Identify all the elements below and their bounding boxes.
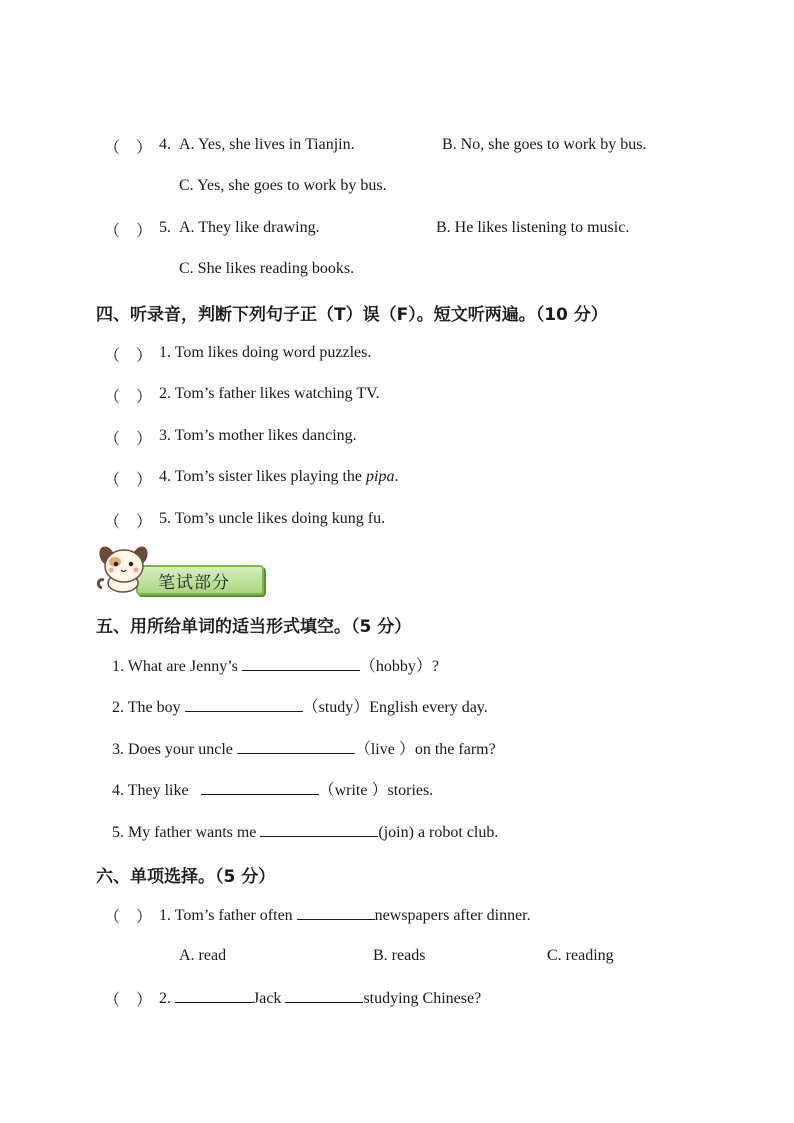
question-4: 4. A. Yes, she lives in Tianjin. B. No, she goes to work by bus.	[159, 136, 647, 153]
answer-blank[interactable]	[185, 696, 303, 712]
answer-bracket[interactable]: （ ）	[104, 223, 153, 240]
option-c: C. Yes, she goes to work by bus.	[179, 177, 387, 194]
option-b: B. reads	[373, 947, 426, 964]
fill-item-3: 3. Does your uncle （live ）on the farm?	[112, 738, 496, 760]
answer-bracket[interactable]: （ ）	[104, 348, 153, 365]
cartoon-dog-icon	[96, 542, 152, 596]
statement-5: 5. Tom’s uncle likes doing kung fu.	[159, 510, 386, 527]
fill-item-1: 1. What are Jenny’s （hobby）?	[112, 655, 439, 677]
answer-bracket[interactable]: （ ）	[104, 909, 153, 926]
fill-item-2: 2. The boy （study）English every day.	[112, 696, 488, 718]
answer-blank[interactable]	[175, 987, 253, 1003]
choice-question-1: 1. Tom’s father often newspapers after dinner.	[159, 904, 531, 926]
answer-blank[interactable]	[285, 987, 363, 1003]
answer-bracket[interactable]: （ ）	[104, 389, 153, 406]
answer-blank[interactable]	[237, 738, 355, 754]
answer-blank[interactable]	[201, 779, 319, 795]
answer-blank[interactable]	[242, 655, 360, 671]
answer-bracket[interactable]: （ ）	[104, 472, 153, 489]
statement-3: 3. Tom’s mother likes dancing.	[159, 427, 357, 444]
option-b: B. He likes listening to music.	[436, 219, 630, 236]
statement-1: 1. Tom likes doing word puzzles.	[159, 344, 372, 361]
option-a: A. Yes, she lives in Tianjin.	[179, 136, 355, 153]
option-c: C. reading	[547, 947, 614, 964]
question-5: 5. A. They like drawing. B. He likes listening to music.	[159, 219, 630, 236]
section-6-heading: 六、单项选择。（5 分）	[96, 867, 276, 887]
answer-bracket[interactable]: （ ）	[104, 140, 153, 157]
section-5-heading: 五、用所给单词的适当形式填空。（5 分）	[96, 617, 412, 637]
statement-4: 4. Tom’s sister likes playing the pipa.	[159, 468, 399, 485]
option-c: C. She likes reading books.	[179, 260, 355, 277]
option-a: A. read	[179, 947, 227, 964]
written-part-banner	[96, 542, 268, 596]
option-b: B. No, she goes to work by bus.	[442, 136, 647, 153]
answer-blank[interactable]	[260, 821, 378, 837]
answer-blank[interactable]	[297, 904, 375, 920]
choice-question-2: 2. Jack studying Chinese?	[159, 987, 481, 1009]
fill-item-4: 4. They like （write ）stories.	[112, 779, 433, 801]
answer-bracket[interactable]: （ ）	[104, 992, 153, 1009]
statement-2: 2. Tom’s father likes watching TV.	[159, 385, 380, 402]
answer-bracket[interactable]: （ ）	[104, 431, 153, 448]
fill-item-5: 5. My father wants me (join) a robot club.	[112, 821, 498, 843]
answer-bracket[interactable]: （ ）	[104, 514, 153, 531]
banner-label: 笔试部分	[158, 573, 230, 593]
section-4-heading: 四、听录音，判断下列句子正（T）误（F）。短文听两遍。（10 分）	[96, 305, 608, 325]
option-a: A. They like drawing.	[179, 219, 320, 236]
